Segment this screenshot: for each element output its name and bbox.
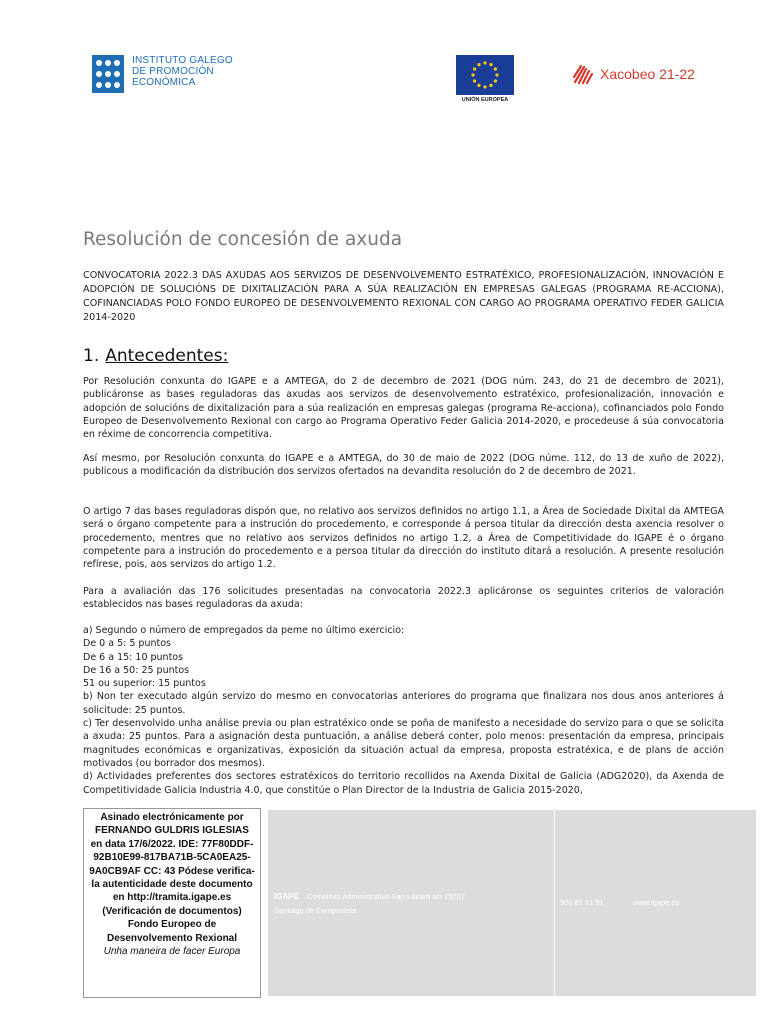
paragraph bbox=[83, 375, 724, 441]
section-name: Antecedentes: bbox=[105, 346, 229, 366]
scallop-shell-icon bbox=[572, 63, 596, 85]
igape-logo-text bbox=[132, 55, 233, 88]
criteria-item: De 16 a 50: 25 puntos bbox=[83, 664, 190, 676]
criteria-item: b) Non ter executado algún servizo do mesmo en convocatorias anteriores do programa que finalizara nos dous anos anteriores á solicitude: 25 puntos. bbox=[83, 691, 724, 716]
footer-brand: IGAPE bbox=[274, 892, 299, 901]
eu-flag-icon bbox=[456, 55, 514, 95]
paragraph bbox=[83, 585, 724, 612]
footer-divider bbox=[554, 810, 555, 996]
criteria-item: De 6 a 15: 10 puntos bbox=[83, 651, 184, 663]
criteria-item: d) Actividades preferentes dos sectores estratéxicos do territorio recollidos na Axenda Dixital de Galicia (ADG2020), da Axenda de Competitividade Galicia Industria 4.0, que constitúe o Plan Director de la Industria de Galicia 2015-2020, bbox=[83, 771, 724, 796]
footer-bar bbox=[268, 810, 756, 996]
signature-slogan: Unha maneira de facer Europa bbox=[103, 946, 241, 958]
signature-box bbox=[83, 808, 261, 998]
eu-caption: UNIÓN EUROPEA bbox=[461, 97, 509, 103]
convocatoria-heading: CONVOCATORIA 2022.3 DAS AXUDAS AOS SERVIZOS DE DESENVOLVEMENTO ESTRATÉXICO, PROFESIONALIZACIÓN, INNOVACIÓN E ADOPCIÓN DE SOLUCIÓNS DE DIXITALIZACIÓN PARA A SÚA REALIZACIÓN EN EMPRESAS GALEGAS (PROGRAMA RE-ACCIONA), COFINANCIADAS POLO FONDO EUROPEO DE DESENVOLVEMENTO REXIONAL CON CARGO AO PROGRAMA OPERATIVO FEDER GALICIA 2014-2020 bbox=[83, 270, 724, 323]
footer-web-link[interactable]: www.igape.es bbox=[633, 898, 680, 907]
section-heading bbox=[83, 346, 228, 366]
signature-text: Asinado electrónicamente por FERNANDO GULDRIS IGLESIAS en data 17/6/2022. IDE: 77F80DDF-92B10E99-817BA71B-5CA0EA25-9A0CB9AF CC: 43 Pódese verifica-la autenticidade deste documento en http://tramita.igape.es (Verificación de documentos) Fondo Europeo de Desenvolvemento Rexional bbox=[89, 812, 255, 944]
igape-logo-line: DE PROMOCIÓN bbox=[132, 66, 214, 77]
igape-logo bbox=[92, 55, 233, 93]
eu-logo bbox=[456, 55, 514, 103]
xacobeo-text: Xacobeo 21-22 bbox=[600, 66, 695, 82]
paragraph-text: Para a avaliación das 176 solicitudes presentadas na convocatoria 2022.3 aplicáronse os seguintes criterios de valoración establecidos nas bases reguladoras da axuda: bbox=[83, 586, 724, 611]
igape-logo-line: ECONÓMICA bbox=[132, 77, 196, 88]
xacobeo-logo bbox=[572, 63, 695, 85]
criteria-item: c) Ter desenvolvido unha análise previa ou plan estratéxico onde se poña de manifesto a necesidade do servizo para o que se solicita a axuda: 25 puntos. Para a asignación desta puntuación, a análise deberá conter, polo menos: presentación da empresa, principais magnitudes económicas e organizativas, exposición da situación actual da empresa, proposta estratéxica, e de plans de acción motivados (ou borrador dos mesmos). bbox=[83, 718, 724, 769]
criteria-list bbox=[83, 624, 724, 797]
paragraph-text: Así mesmo, por Resolución conxunta do IGAPE e a AMTEGA, do 30 de maio de 2022 (DOG núme. 112, do 13 de xuño de 2022), publicous a modificación da distribución dos servizos ofertados na devandita resolución do 2 de decembro de 2021. bbox=[83, 453, 724, 478]
galicia-emblem-icon bbox=[92, 55, 124, 93]
paragraph bbox=[83, 505, 724, 571]
paragraph-text: O artigo 7 das bases reguladoras dispón que, no relativo aos servizos definidos no artigo 1.1, a Área de Sociedade Dixital da AMTEGA será o órgano competente para a instrución do procedemento, e corresponde á persoa titular da dirección desta axencia resolver o procedemento, mentres que no relativo aos servizos definidos no artigo 1.2, a Área de Competitividade do IGAPE é o órgano competente para a instrución do procedemento e a persoa titular da dirección do instituto ditará a resolución. A presente resolución refírese, pois, aos servizos do artigo 1.2. bbox=[83, 506, 724, 571]
footer-address-line: Complexo Administrativo San Lázaro s/n 15707 bbox=[306, 892, 465, 901]
section-number: 1. bbox=[83, 346, 100, 366]
footer-phone: 900 81 51 51 bbox=[560, 898, 604, 907]
paragraph bbox=[83, 452, 724, 479]
igape-logo-line: INSTITUTO GALEGO bbox=[132, 55, 233, 66]
footer-address bbox=[274, 890, 465, 918]
document-title: Resolución de concesión de axuda bbox=[83, 229, 403, 250]
criteria-item: De 0 a 5: 5 puntos bbox=[83, 638, 171, 650]
footer-address-line: Santiago de Compostela bbox=[274, 906, 357, 915]
criteria-item: 51 ou superior: 15 puntos bbox=[83, 678, 206, 690]
paragraph-text: Por Resolución conxunta do IGAPE e a AMTEGA, do 2 de decembro de 2021 (DOG núm. 243, do 21 de decembro de 2021), publicáronse as bases reguladoras das axudas aos servizos de desenvolvemento estratéxico, profesionalización, innovación e adopción de solucións de dixitalización para a súa realización en empresas galegas (programa Re-acciona), cofinanciados polo Fondo Europeo de Desenvolvemento Rexional con cargo ao Programa Operativo Feder Galicia 2014-2020, e procedeuse á súa convocatoria en réxime de concorrencia competitiva. bbox=[83, 376, 724, 441]
criteria-item: a) Segundo o número de empregados da peme no último exercicio: bbox=[83, 625, 405, 636]
